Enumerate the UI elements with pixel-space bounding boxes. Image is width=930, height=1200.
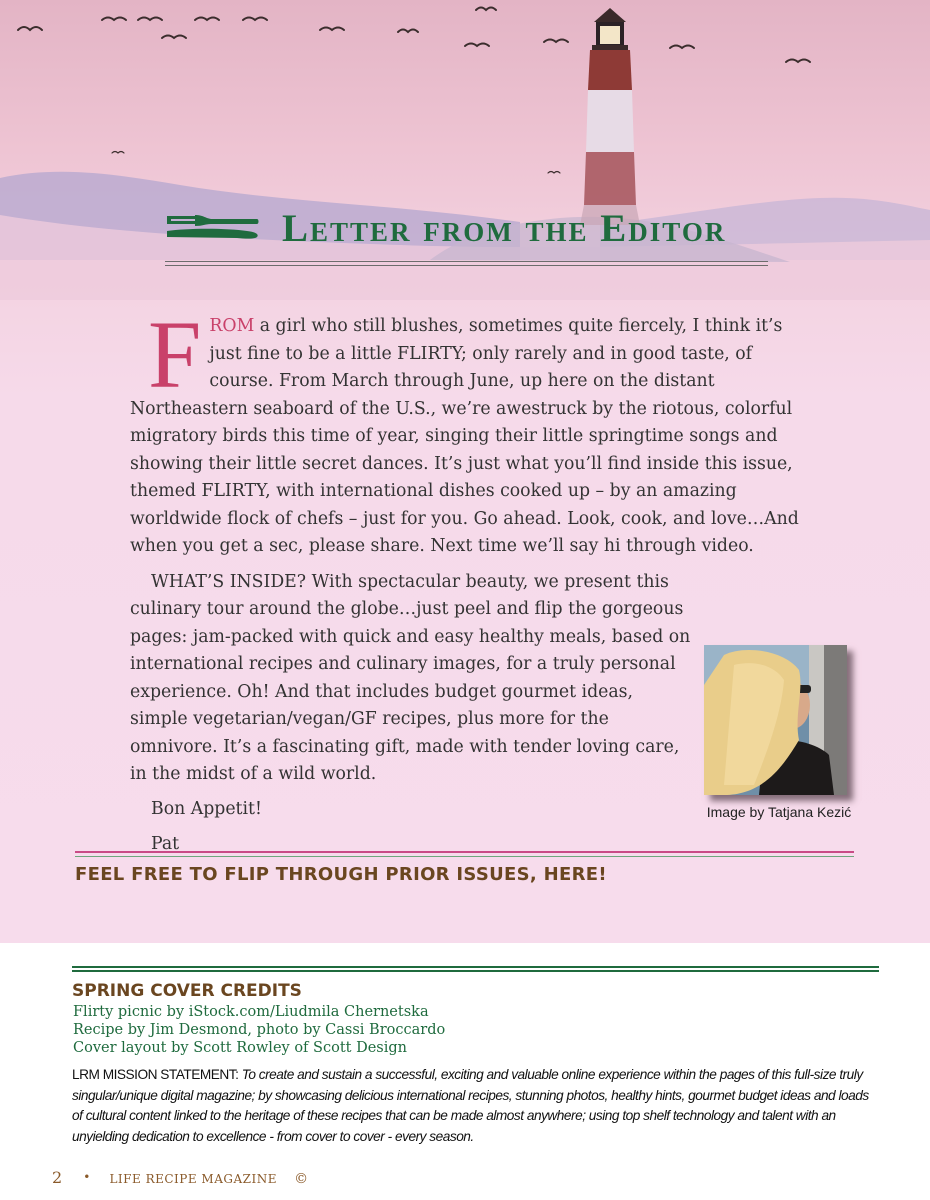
- mission-label: LRM MISSION STATEMENT:: [72, 1067, 242, 1082]
- drop-cap: F: [148, 301, 202, 408]
- bird-flock: [18, 8, 810, 174]
- paragraph-body: a girl who still blushes, sometimes quite fiercely, I think it’s just fine to be a little FLIRTY; only rarely and in good taste, of course. From March through June, up here on the distant Northeastern seaboard of the U.S., we’re awestruck by the riotous, colorful migratory birds this time of year, singing their little springtime songs and showing their little secret dances. It’s just what you’ll find inside this issue, themed FLIRTY, with international dishes cooked up – by an amazing worldwide flock of chefs – just for you. Go ahead. Look, cook, and love…And when you get a sec, please share. Next time we’ll say hi through video.: [130, 316, 799, 556]
- divider: [75, 851, 854, 857]
- signoff: Bon Appetit!: [151, 798, 262, 819]
- paragraph-body: With spectacular beauty, we present this culinary tour around the globe…just peel and flip the gorgeous pages: jam-packed with quick and easy healthy meals, based on international recipes and culinary images, for a truly personal experience. Oh! And that includes budget gourmet ideas, simple vegetarian/vegan/GF recipes, plus more for the omnivore. It’s a fascinating gift, made with tender loving care, in the midst of a wild world.: [130, 571, 691, 784]
- copyright-symbol: ©: [294, 1171, 309, 1187]
- bullet-separator: •: [83, 1170, 91, 1184]
- credit-line: Recipe by Jim Desmond, photo by Cassi Broccardo: [73, 1022, 446, 1038]
- paragraph-lead-in: ROM: [209, 316, 255, 336]
- mission-text: To create and sustain a successful, exciting and valuable online experience within the pages of this full-size truly singular/unique digital magazine; by showcasing delicious international recipes, stunning photos, healthy hints, gourmet budget ideas and loads of cultural content linked to the heritage of these recipes that can be made almost anywhere; using top shelf technology and talent with an unyielding dedication to excellence - from cover to cover - every season.: [72, 1067, 869, 1144]
- letter-paragraph-1: [130, 301, 800, 561]
- credit-line: Flirty picnic by iStock.com/Liudmila Chernetska: [73, 1004, 429, 1020]
- section-lead-in: WHAT’S INSIDE?: [151, 571, 307, 592]
- page-title: Letter from the Editor: [282, 207, 727, 250]
- credits-heading: SPRING COVER CREDITS: [72, 981, 302, 1001]
- editor-letter: [130, 301, 800, 859]
- credits-divider: [72, 966, 879, 972]
- letter-paragraph-2: [130, 569, 695, 789]
- fork-knife-icon: [167, 213, 259, 241]
- photo-caption: Image by Tatjana Kezić: [706, 804, 852, 820]
- title-divider: [165, 261, 768, 266]
- credit-line: Cover layout by Scott Rowley of Scott Design: [73, 1040, 407, 1056]
- editor-portrait: [704, 645, 847, 795]
- magazine-name: LIFE RECIPE MAGAZINE: [109, 1172, 277, 1186]
- lighthouse: [580, 8, 640, 225]
- mission-statement: [72, 1065, 872, 1147]
- page-header: [165, 205, 768, 265]
- page-footer: [52, 1168, 308, 1187]
- editor-photo: [704, 645, 847, 795]
- signature: Pat: [151, 834, 180, 854]
- prior-issues-link[interactable]: FEEL FREE TO FLIP THROUGH PRIOR ISSUES, HERE!: [75, 864, 607, 885]
- page-number: 2: [52, 1168, 63, 1187]
